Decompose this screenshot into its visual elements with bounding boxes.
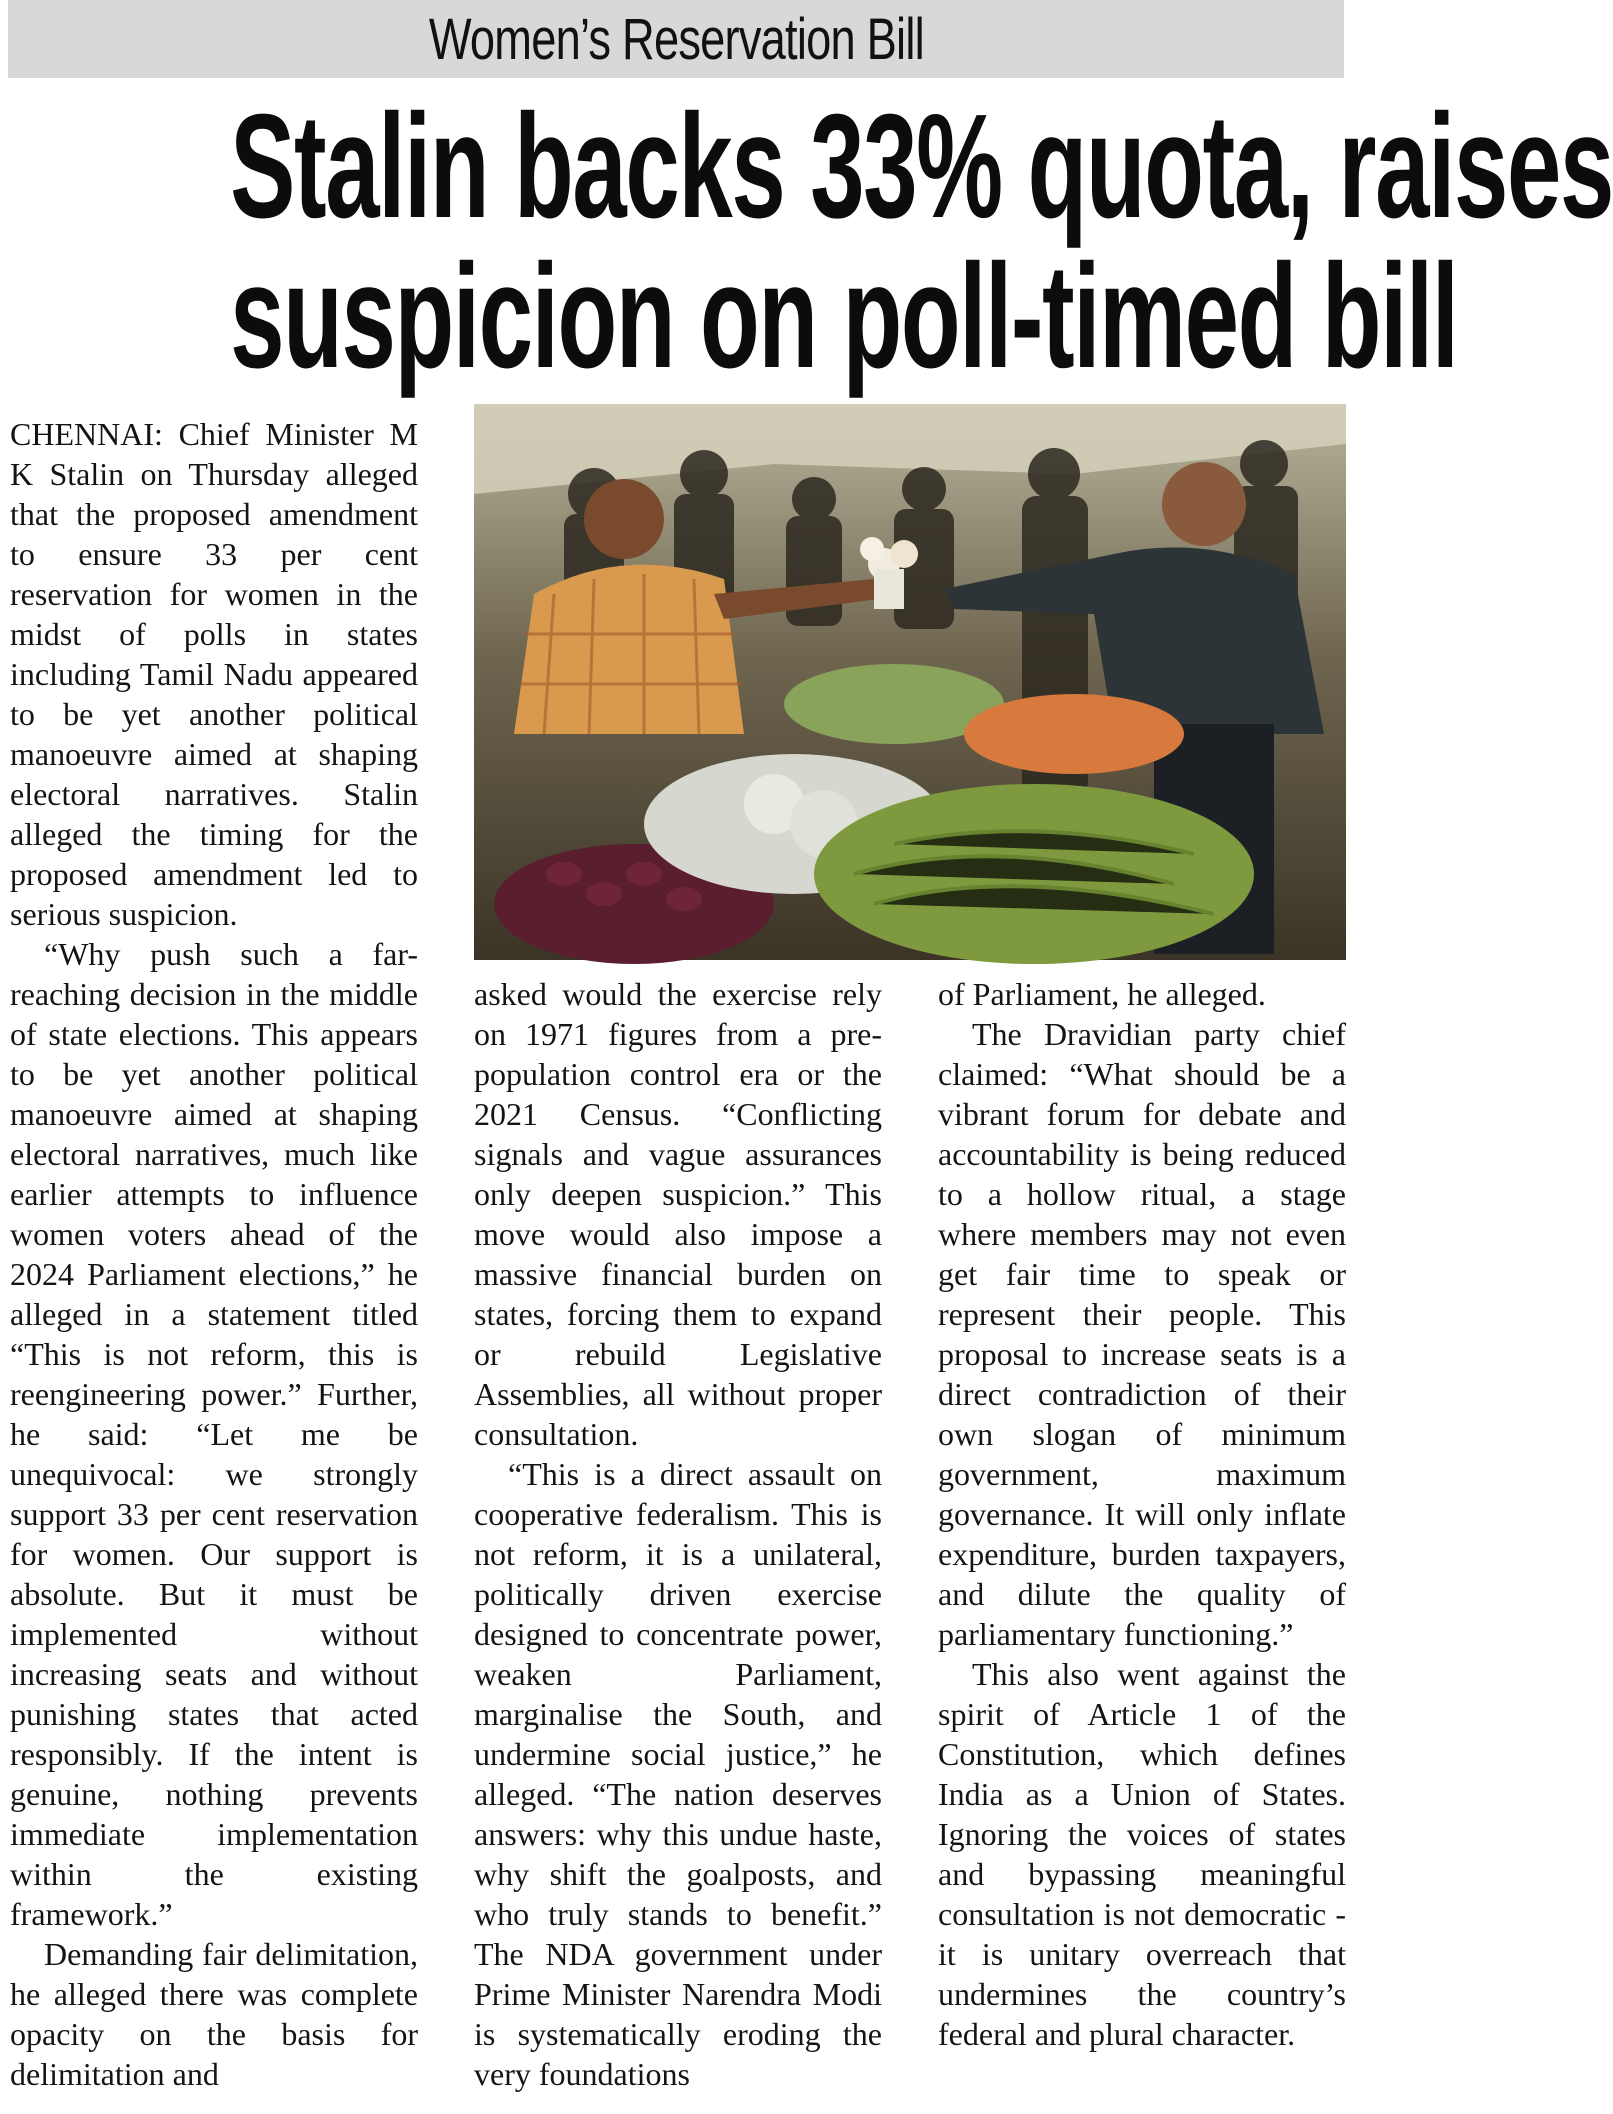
kicker-banner: [8, 0, 1344, 78]
paragraph: Demanding fair delimitation, he alleged there was complete opacity on the basis for delimitation and: [10, 1936, 418, 2092]
article-column-2: [474, 974, 882, 2094]
market-scene-illustration: [474, 404, 1346, 960]
article-column-1: [10, 414, 418, 2094]
headline-line-2: suspicion on poll-timed bill: [230, 234, 1458, 399]
paragraph: “Why push such a far-reaching decision in the middle of state elections. This appears to be yet another political manoeuvre aimed at shaping electoral narratives, much like earlier attempts to influence women voters ahead of the 2024 Parliament elections,” he alleged in a statement titled “This is not reform, this is reengineering power.” Further, he said: “Let me be unequivocal: we strongly support 33 per cent reservation for women. Our support is absolute. But it must be implemented without increasing seats and without punishing states that acted responsibly. If the intent is genuine, nothing prevents immediate implementation within the existing framework.”: [10, 936, 418, 1932]
news-photo: [474, 404, 1346, 960]
headline-line-1: Stalin backs 33% quota, raises: [230, 84, 1613, 249]
paragraph: asked would the exercise rely on 1971 figures from a pre-population control era or the 2021 Census. “Conflicting signals and vague assurances only deepen suspicion.” This move would also impose a massive financial burden on states, forcing them to expand or rebuild Legislative Assemblies, all without proper consultation.: [474, 976, 882, 1452]
paragraph: “This is a direct assault on cooperative federalism. This is not reform, it is a unilateral, politically driven exercise designed to concentrate power, weaken Parliament, marginalise the South, and undermine social justice,” he alleged. “The nation deserves answers: why this undue haste, why shift the goalposts, and who truly stands to benefit.” The NDA government under Prime Minister Narendra Modi is systematically eroding the very foundations: [474, 1456, 882, 2092]
paragraph: This also went against the spirit of Article 1 of the Constitution, which defines India as a Union of States. Ignoring the voices of states and bypassing meaningful consultation is not democratic - it is unitary overreach that undermines the country’s federal and plural character.: [938, 1656, 1346, 2052]
paragraph: The Dravidian party chief claimed: “What should be a vibrant forum for debate and accountability is being reduced to a hollow ritual, a stage where members may not even get fair time to speak or represent their people. This proposal to increase seats is a direct contradiction of their own slogan of minimum government, maximum governance. It will only inflate expenditure, burden taxpayers, and dilute the quality of parliamentary functioning.”: [938, 1016, 1346, 1652]
headline: [0, 84, 1613, 399]
paragraph: of Parliament, he alleged.: [938, 976, 1266, 1012]
article-column-3: [938, 974, 1346, 2054]
kicker-text: Women’s Reservation Bill: [428, 6, 924, 72]
paragraph: CHENNAI: Chief Minister M K Stalin on Thursday alleged that the proposed amendment to ensure 33 per cent reservation for women in the midst of polls in states including Tamil Nadu appeared to be yet another political manoeuvre aimed at shaping electoral narratives. Stalin alleged the timing for the proposed amendment led to serious suspicion.: [10, 416, 418, 932]
